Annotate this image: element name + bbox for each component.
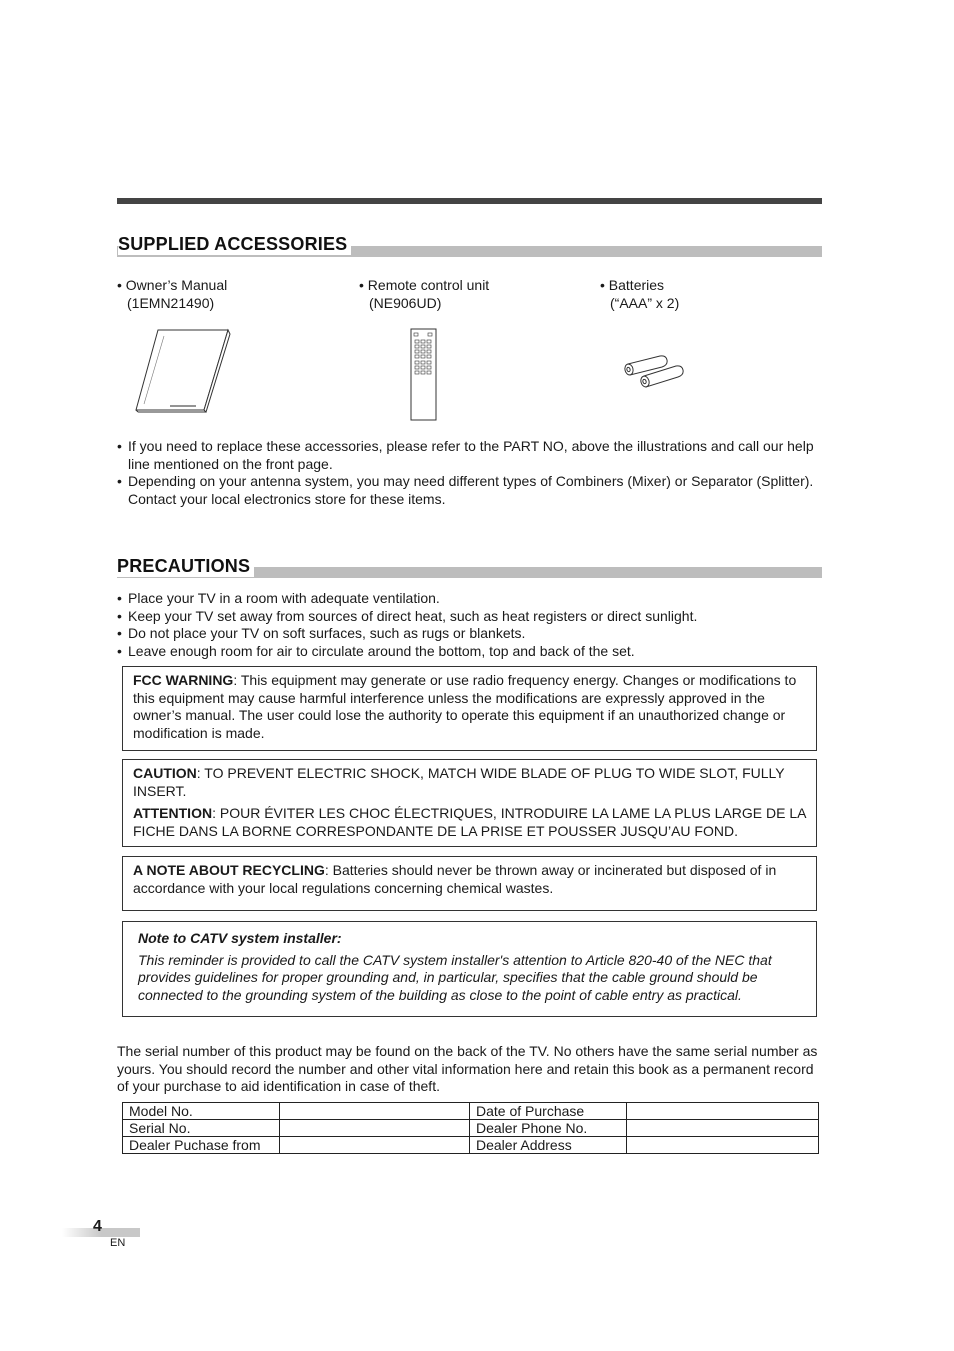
table-cell-label: Model No. <box>123 1103 280 1120</box>
page-language: EN <box>110 1237 126 1249</box>
table-cell-label: Dealer Address <box>470 1137 627 1154</box>
list-item: • Keep your TV set away from sources of direct heat, such as heat registers or direct sunlight. <box>117 608 822 626</box>
remote-control-icon <box>410 328 438 422</box>
top-rule <box>117 198 822 204</box>
recycling-box <box>122 856 817 911</box>
table-cell-label: Date of Purchase <box>470 1103 627 1120</box>
table-cell-label: Serial No. <box>123 1120 280 1137</box>
table-cell-value[interactable] <box>627 1120 819 1137</box>
batteries-icon <box>620 354 686 396</box>
recycling-label: A NOTE ABOUT RECYCLING <box>133 862 325 878</box>
recycling-text: : Batteries should never be thrown away or incinerated but disposed of in accordance with your local regulations concerning chemical wastes. <box>133 862 777 896</box>
accessory-notes <box>117 438 817 508</box>
table-row <box>123 1120 819 1137</box>
table-cell-label: Dealer Phone No. <box>470 1120 627 1137</box>
section-title-precautions: PRECAUTIONS <box>117 556 254 577</box>
table-cell-value[interactable] <box>280 1120 470 1137</box>
caution-text: : TO PREVENT ELECTRIC SHOCK, MATCH WIDE BLADE OF PLUG TO WIDE SLOT, FULLY INSERT. <box>133 765 785 799</box>
accessory-batteries-label: • Batteries (“AAA” x 2) <box>600 277 680 311</box>
accessory-manual-label: • Owner’s Manual (1EMN21490) <box>117 277 228 311</box>
table-cell-value[interactable] <box>280 1103 470 1120</box>
caution-label: CAUTION <box>133 765 197 781</box>
precaution-list <box>117 590 822 660</box>
table-cell-value[interactable] <box>627 1103 819 1120</box>
table-row <box>123 1137 819 1154</box>
accessory-remote-label: • Remote control unit (NE906UD) <box>359 277 490 311</box>
list-item: • Leave enough room for air to circulate around the bottom, top and back of the set. <box>117 643 822 661</box>
catv-note-heading: Note to CATV system installer: <box>138 930 342 946</box>
table-cell-value[interactable] <box>280 1137 470 1154</box>
list-item: • Do not place your TV on soft surfaces, such as rugs or blankets. <box>117 625 822 643</box>
fcc-warning-label: FCC WARNING <box>133 672 234 688</box>
caution-box <box>122 759 817 847</box>
table-cell-value[interactable] <box>627 1137 819 1154</box>
list-item: • Depending on your antenna system, you may need different types of Combiners (Mixer) or Separator (Splitter). Contact your local electronics store for these items. <box>117 473 817 508</box>
page-number: 4 <box>93 1218 102 1235</box>
fcc-warning-text: : This equipment may generate or use radio frequency energy. Changes or modifications to this equipment may cause harmful interference unless the modifications are expressly approved in the owner’s manual. The user could lose the authority to operate this equipment if an unauthorized change or modification is made. <box>133 672 797 741</box>
table-row <box>123 1103 819 1120</box>
catv-note-text: This reminder is provided to call the CATV system installer's attention to Article 820-40 of the NEC that provides guidelines for proper grounding and, in particular, specifies that the cable ground should be connected to the grounding system of the building as close to the point of cable entry as practical. <box>138 951 772 1003</box>
attention-label: ATTENTION <box>133 805 213 821</box>
attention-text: : POUR ÉVITER LES CHOC ÉLECTRIQUES, INTRODUIRE LA LAME LA PLUS LARGE DE LA FICHE DANS LA BORNE CORRESPONDANTE DE LA PRISE ET POUSSER JUSQU’AU FOND. <box>133 805 806 839</box>
manual-icon <box>134 326 232 414</box>
fcc-warning-box <box>122 666 817 751</box>
table-cell-label: Dealer Puchase from <box>123 1137 280 1154</box>
registration-table <box>122 1102 819 1154</box>
list-item: • Place your TV in a room with adequate ventilation. <box>117 590 822 608</box>
catv-note-box <box>122 921 817 1017</box>
list-item: • If you need to replace these accessories, please refer to the PART NO, above the illustrations and call our help line mentioned on the front page. <box>117 438 817 473</box>
serial-info-text: The serial number of this product may be found on the back of the TV. No others have the same serial number as yours. You should record the number and other vital information here and retain this book as a permanent record of your purchase to aid identification in case of theft. <box>117 1043 818 1094</box>
section-title-accessories: SUPPLIED ACCESSORIES <box>118 234 351 255</box>
